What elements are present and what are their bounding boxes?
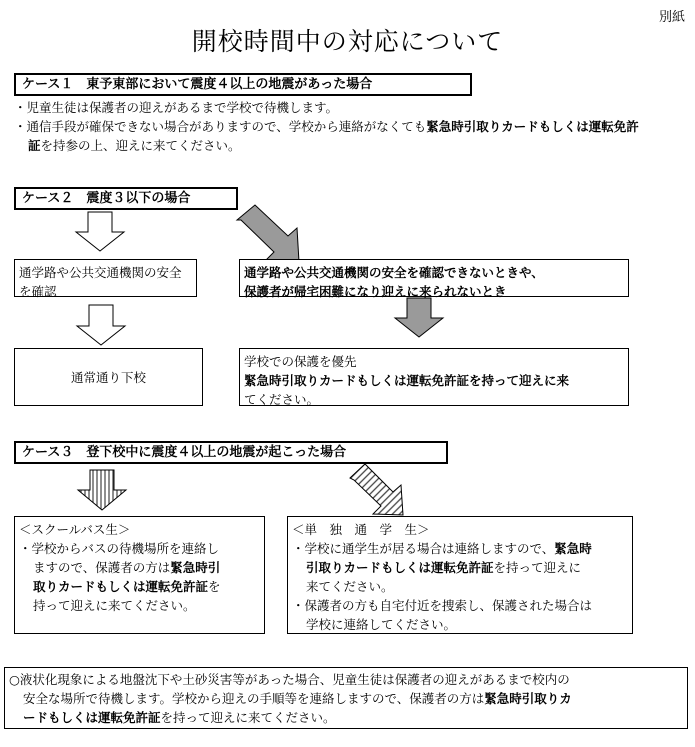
solo-title: ＜単 独 通 学 生＞: [292, 522, 430, 537]
arrow-diagonal-icon: [350, 464, 403, 515]
arrow-diagonal-icon: [237, 205, 299, 262]
arrow-down-icon: [78, 470, 126, 510]
case2-right-result-box: 学校での保護を優先 緊急時引取りカードもしくは運転免許証を持って迎えに来 てください。: [239, 348, 629, 406]
arrow-down-icon: [77, 305, 125, 345]
arrow-down-icon: [76, 212, 124, 251]
case1-bullet-2: ・通信手段が確保できない場合がありますので、学校から連絡がなくても緊急時引取りカードもしくは運転免許: [14, 119, 639, 134]
page-title: 開校時間中の対応について: [191, 27, 504, 56]
case1-bullet-1: ・児童生徒は保護者の迎えがあるまで学校で待機します。: [14, 100, 339, 115]
case2-header: ケース２ 震度３以下の場合: [14, 187, 238, 210]
bus-title: ＜スクールバス生＞: [19, 522, 131, 537]
solo-student-box: ＜単 独 通 学 生＞ ・学校に通学生が居る場合は連絡しますので、緊急時 引取りカードもしくは運転免許証を持って迎えに 来てください。 ・保護者の方も自宅付近を捜索し、保護された場合は 学校に連絡してください。: [287, 516, 633, 634]
case2-left-result-box: 通常通り下校: [14, 348, 203, 406]
case2-right-condition-box: 通学路や公共交通機関の安全を確認できないときや、 保護者が帰宅困難になり迎えに来られないとき: [239, 259, 629, 297]
note-box: ○液状化現象による地盤沈下や土砂災害等があった場合、児童生徒は保護者の迎えがあるまで校内の 安全な場所で待機します。学校から迎えの手順等を連絡しますので、保護者の方は緊急時引取りカ ードもしくは運転免許証を持って迎えに来てください。: [4, 667, 688, 729]
attachment-label: 別紙: [658, 10, 685, 25]
case3-header: ケース３ 登下校中に震度４以上の地震が起こった場合: [14, 441, 448, 464]
case1-header: ケース１ 東予東部において震度４以上の地震があった場合: [14, 73, 472, 96]
arrow-down-icon: [395, 298, 443, 337]
case2-left-condition-box: 通学路や公共交通機関の安全を確認: [14, 259, 197, 297]
case1-bullet-2-cont: 証を持参の上、迎えに来てください。: [28, 138, 241, 153]
bus-student-box: ＜スクールバス生＞ ・学校からバスの待機場所を連絡し ますので、保護者の方は緊急時引 取りカードもしくは運転免許証を 持って迎えに来てください。: [14, 516, 265, 634]
